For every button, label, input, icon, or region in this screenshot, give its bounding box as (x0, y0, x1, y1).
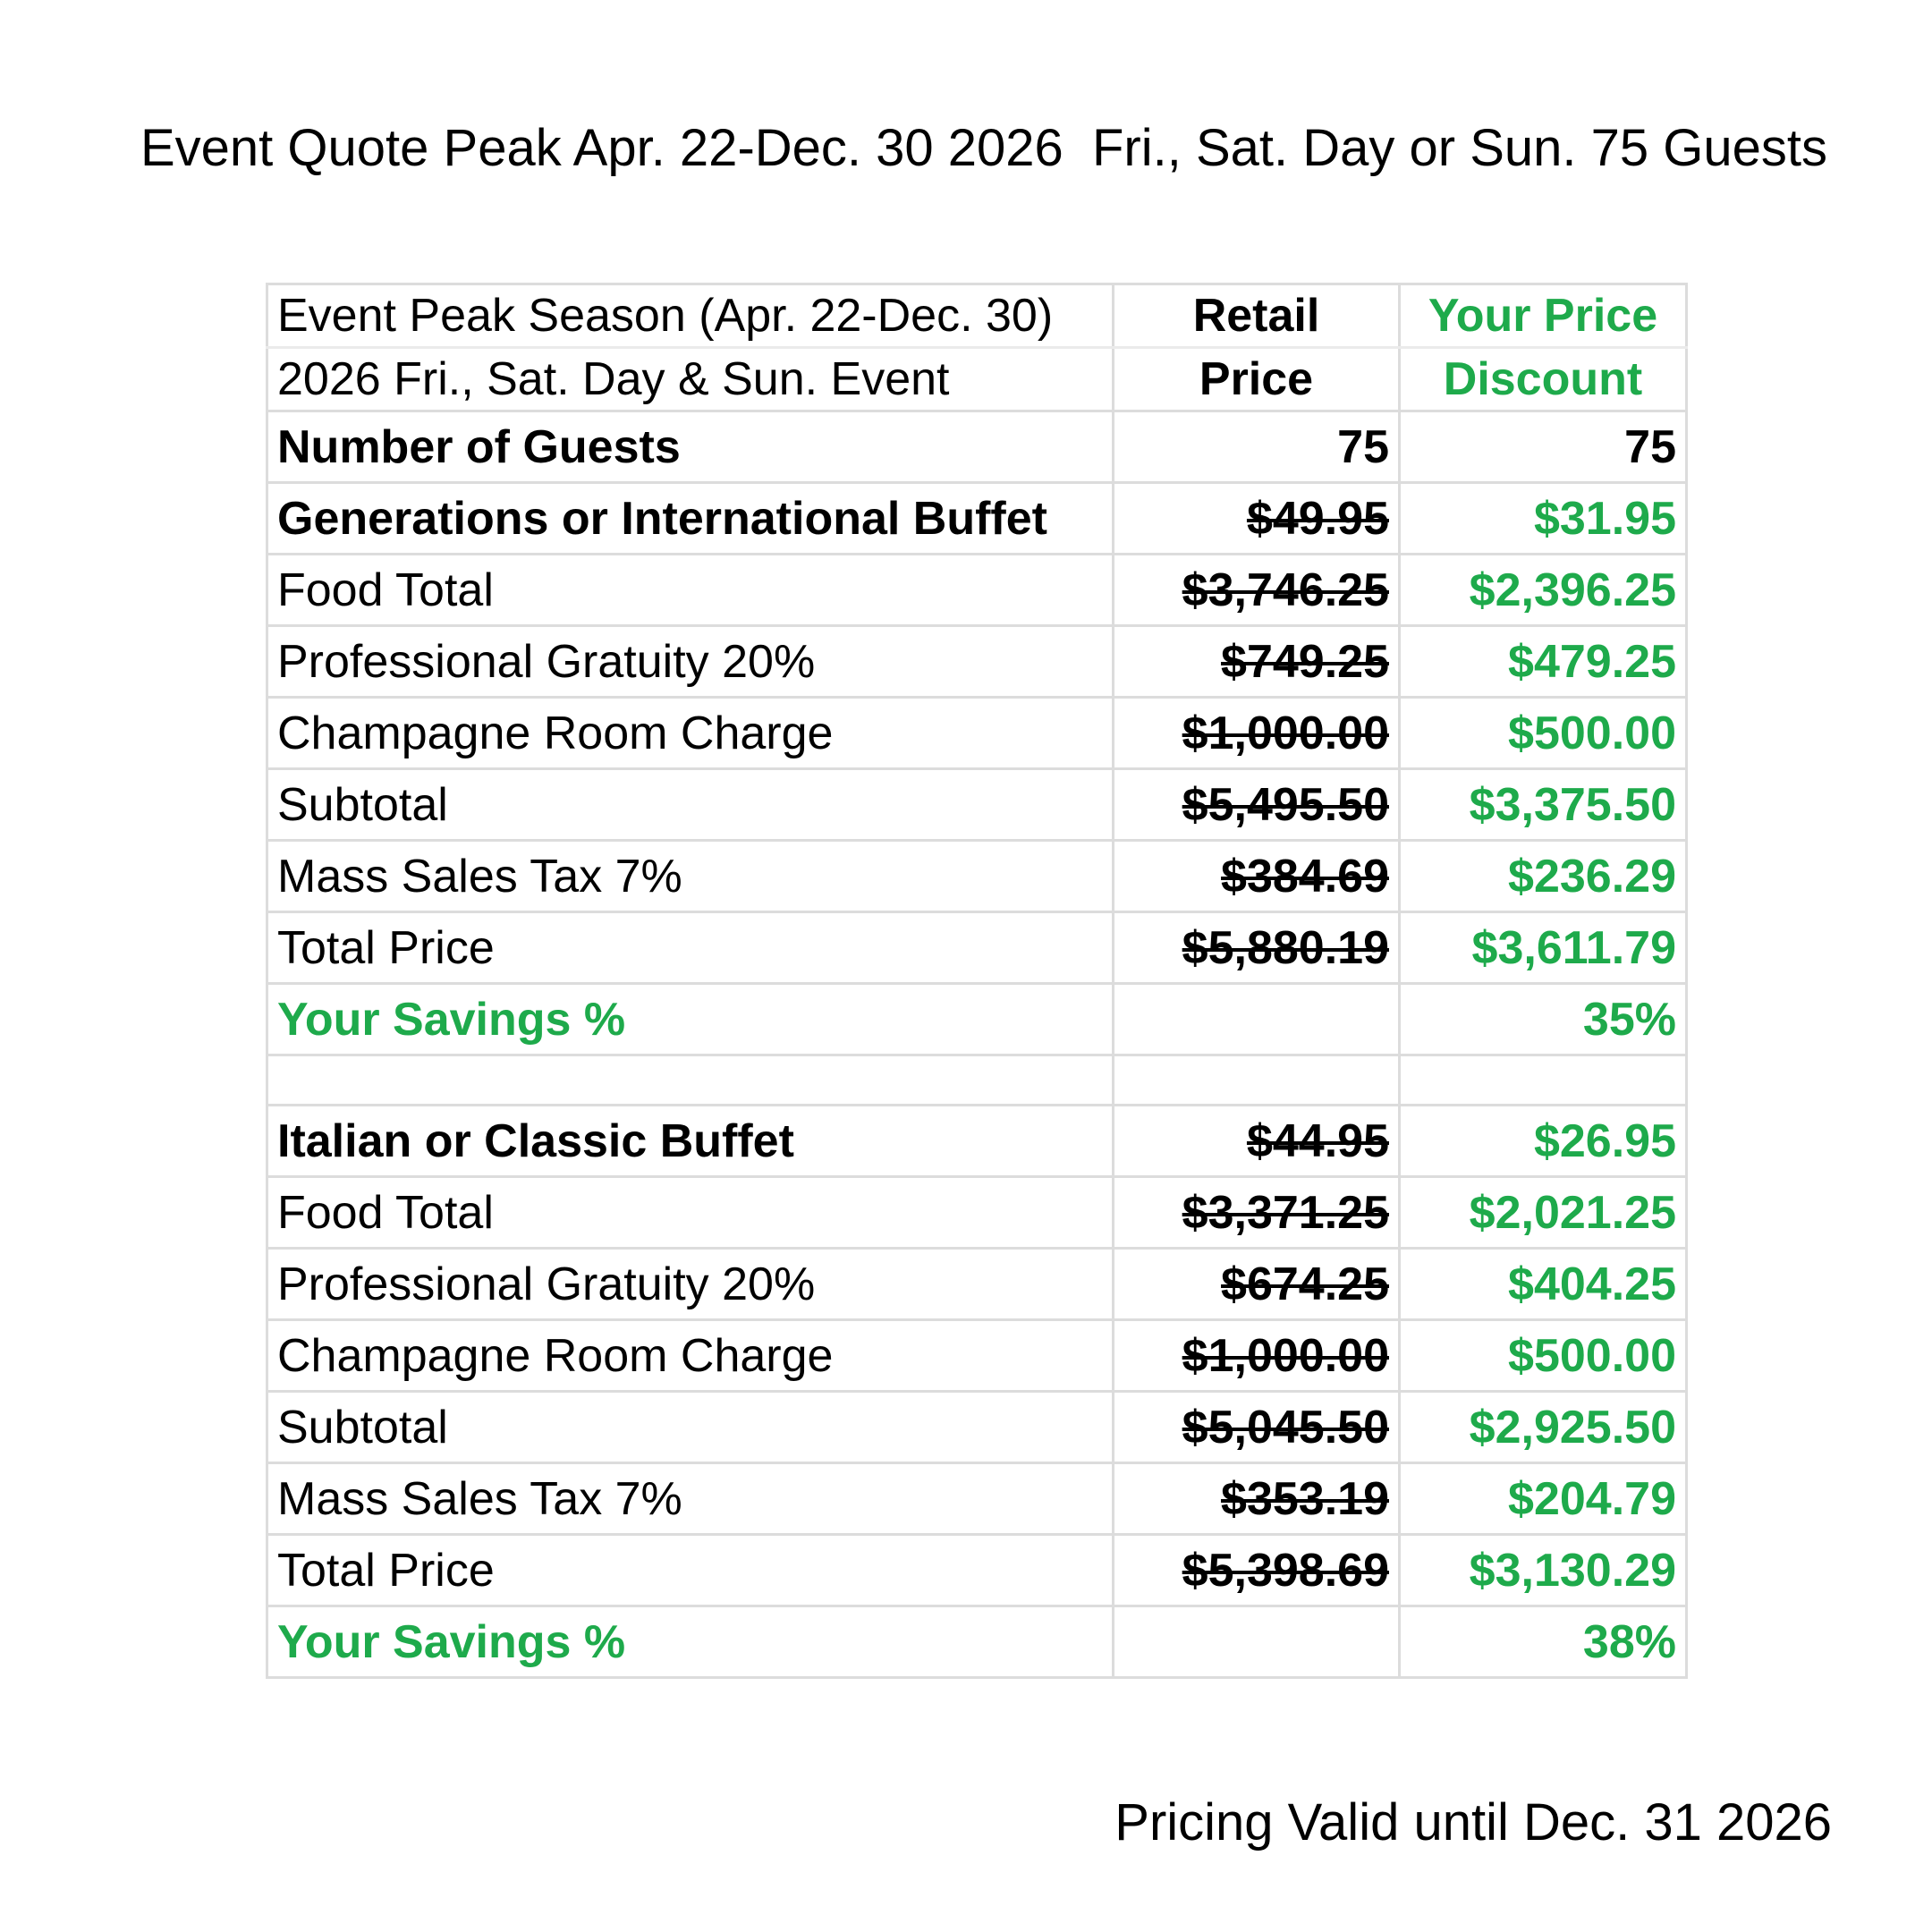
row-label: Food Total (267, 555, 1114, 626)
retail-price: $749.25 (1114, 626, 1400, 698)
discount-price: $479.25 (1400, 626, 1687, 698)
discount-price: $3,611.79 (1400, 912, 1687, 984)
retail-price: $353.19 (1114, 1463, 1400, 1535)
discount-price: $204.79 (1400, 1463, 1687, 1535)
savings-row (267, 984, 1687, 1055)
retail-price: $5,495.50 (1114, 769, 1400, 841)
discount-price: $236.29 (1400, 841, 1687, 912)
table-row (267, 1463, 1687, 1535)
row-label: Champagne Room Charge (267, 698, 1114, 769)
table-row (267, 912, 1687, 984)
empty-cell (1400, 1055, 1687, 1106)
quote-table (266, 283, 1688, 1679)
row-label: Total Price (267, 912, 1114, 984)
discount-price: $404.25 (1400, 1249, 1687, 1320)
row-label: Total Price (267, 1535, 1114, 1606)
discount-price: $500.00 (1400, 698, 1687, 769)
table-row (267, 1320, 1687, 1392)
table-row (267, 555, 1687, 626)
guests-row (267, 411, 1687, 483)
guests-yours: 75 (1400, 411, 1687, 483)
retail-price: $3,746.25 (1114, 555, 1400, 626)
table-row (267, 626, 1687, 698)
discount-price: $2,021.25 (1400, 1177, 1687, 1249)
empty-cell (1114, 1055, 1400, 1106)
savings-percent: 38% (1400, 1606, 1687, 1678)
buffet-label: Generations or International Buffet (267, 483, 1114, 555)
retail-price: $5,398.69 (1114, 1535, 1400, 1606)
empty-cell (267, 1055, 1114, 1106)
table-header-row (267, 284, 1687, 348)
retail-price: $44.95 (1114, 1106, 1400, 1177)
discount-price: $500.00 (1400, 1320, 1687, 1392)
retail-price: $49.95 (1114, 483, 1400, 555)
header-discount-label: Discount (1400, 348, 1687, 411)
table-row (267, 698, 1687, 769)
retail-price: $5,880.19 (1114, 912, 1400, 984)
row-label: Food Total (267, 1177, 1114, 1249)
header-your-price-label: Your Price (1400, 284, 1687, 348)
discount-price: $2,925.50 (1400, 1392, 1687, 1463)
retail-price: $674.25 (1114, 1249, 1400, 1320)
discount-price: $31.95 (1400, 483, 1687, 555)
retail-price: $384.69 (1114, 841, 1400, 912)
discount-price: $26.95 (1400, 1106, 1687, 1177)
page-title: Event Quote Peak Apr. 22-Dec. 30 2026 Fri., Sat. Day or Sun. 75 Guests (140, 119, 1828, 177)
guests-label: Number of Guests (267, 411, 1114, 483)
header-season-label: Event Peak Season (Apr. 22-Dec. 30) (267, 284, 1114, 348)
table-row (267, 1177, 1687, 1249)
guests-retail: 75 (1114, 411, 1400, 483)
retail-price: $3,371.25 (1114, 1177, 1400, 1249)
savings-percent: 35% (1400, 984, 1687, 1055)
row-label: Professional Gratuity 20% (267, 626, 1114, 698)
retail-price: $1,000.00 (1114, 698, 1400, 769)
row-label: Mass Sales Tax 7% (267, 841, 1114, 912)
table-row (267, 1392, 1687, 1463)
discount-price: $2,396.25 (1400, 555, 1687, 626)
spacer-row (267, 1055, 1687, 1106)
header-event-label: 2026 Fri., Sat. Day & Sun. Event (267, 348, 1114, 411)
table-header-row (267, 348, 1687, 411)
empty-cell (1114, 1606, 1400, 1678)
table-row (267, 1249, 1687, 1320)
savings-row (267, 1606, 1687, 1678)
row-label: Subtotal (267, 1392, 1114, 1463)
discount-price: $3,130.29 (1400, 1535, 1687, 1606)
row-label: Subtotal (267, 769, 1114, 841)
retail-price: $1,000.00 (1114, 1320, 1400, 1392)
empty-cell (1114, 984, 1400, 1055)
buffet-row (267, 1106, 1687, 1177)
table-row (267, 841, 1687, 912)
table-row (267, 1535, 1687, 1606)
buffet-row (267, 483, 1687, 555)
savings-label: Your Savings % (267, 984, 1114, 1055)
pricing-validity-note: Pricing Valid until Dec. 31 2026 (1114, 1793, 1832, 1852)
header-retail-label: Retail (1114, 284, 1400, 348)
retail-price: $5,045.50 (1114, 1392, 1400, 1463)
buffet-label: Italian or Classic Buffet (267, 1106, 1114, 1177)
table-row (267, 769, 1687, 841)
header-price-label: Price (1114, 348, 1400, 411)
row-label: Professional Gratuity 20% (267, 1249, 1114, 1320)
row-label: Mass Sales Tax 7% (267, 1463, 1114, 1535)
savings-label: Your Savings % (267, 1606, 1114, 1678)
row-label: Champagne Room Charge (267, 1320, 1114, 1392)
discount-price: $3,375.50 (1400, 769, 1687, 841)
